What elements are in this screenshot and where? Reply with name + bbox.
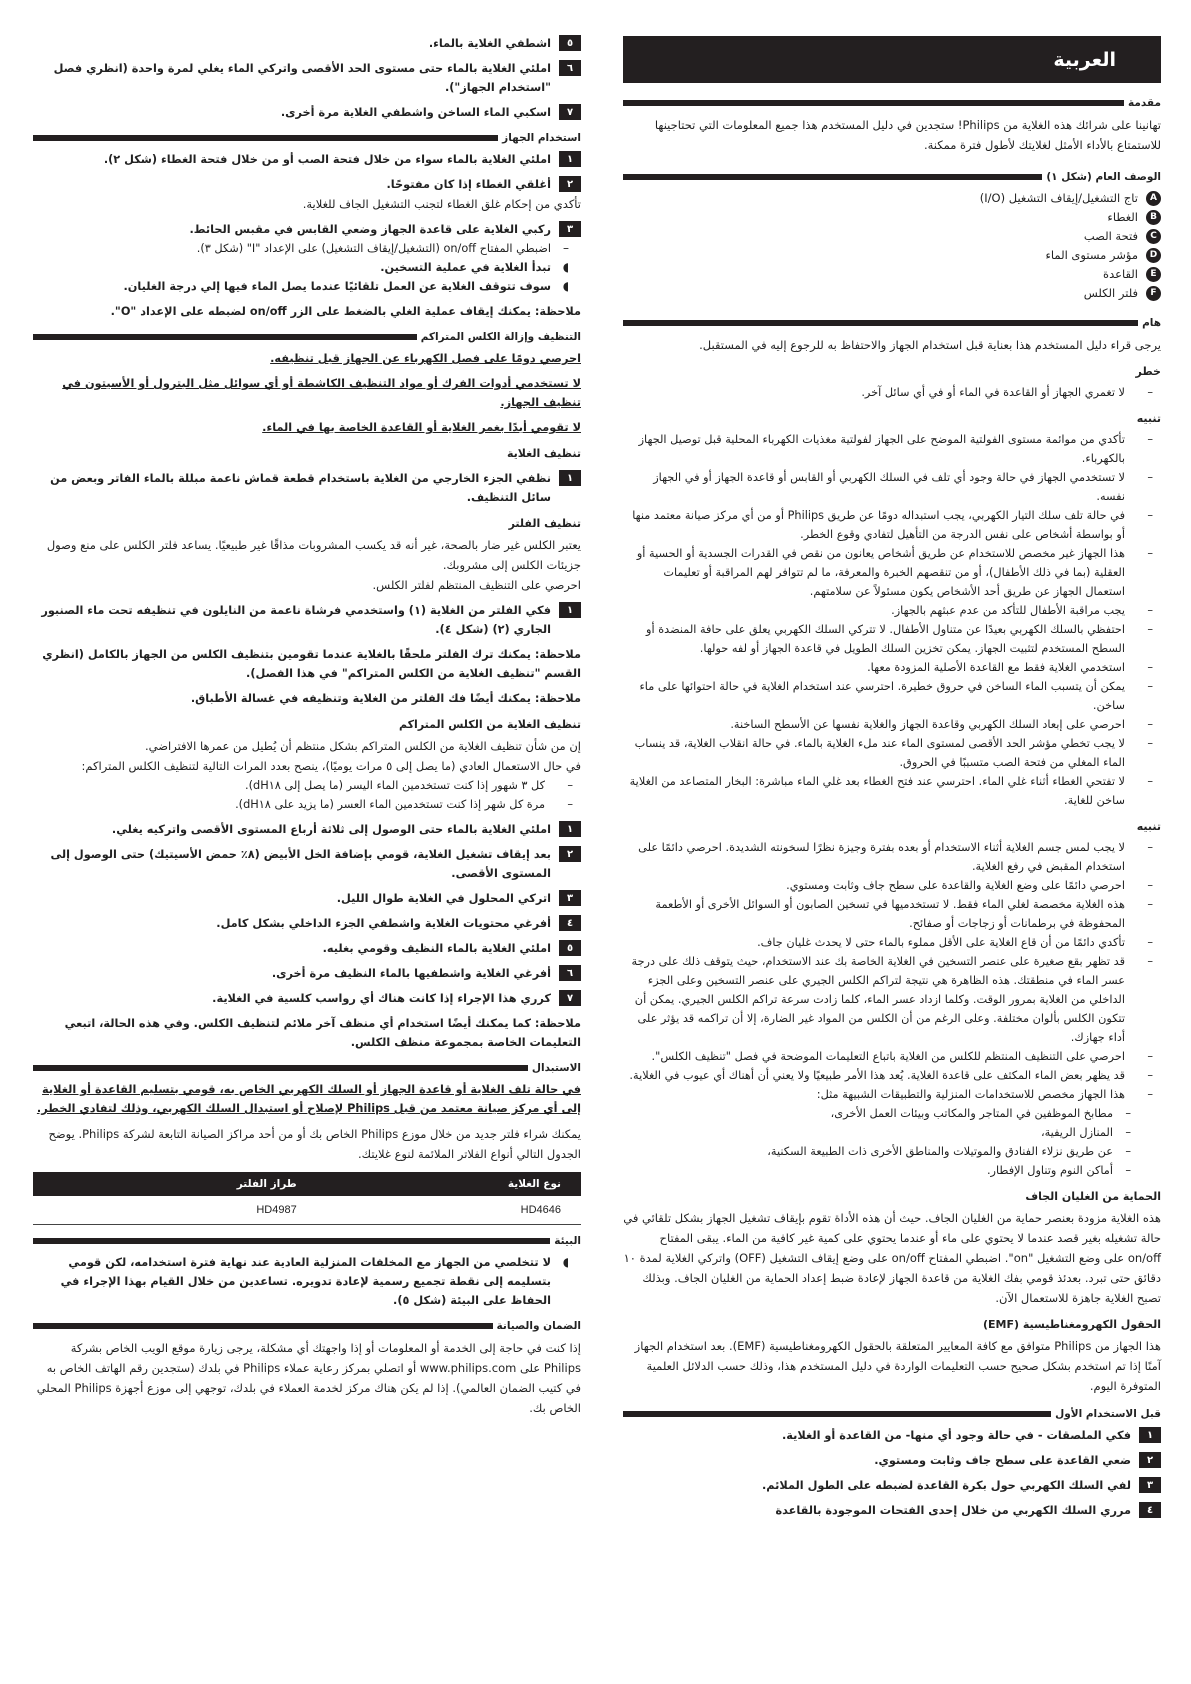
danger-item: – لا تغمري الجهاز أو القاعدة في الماء أو في أي سائل آخر.: [623, 383, 1161, 402]
first-use-step: ٥ اشطفي الغلاية بالماء.: [33, 34, 581, 53]
warning-item: – يمكن أن يتسبب الماء الساخن في حروق خطيرة. احترسي عند استخدام الغلاية في حالة احتوائها على ماء ساخن.: [623, 677, 1161, 715]
language-title: العربية: [1053, 48, 1116, 71]
intro-text: تهانينا على شرائك هذه الغلاية من Philips! ستجدين في دليل المستخدم هذا جميع المعلومات التي تحتاجينها للاستمتاع بالأداء الأمثل لغلايتك لأطول فترة ممكنة.: [654, 118, 1161, 152]
right-column: [623, 36, 1161, 1526]
descale-step: ١ املئي الغلاية بالماء حتى الوصول إلى ثلاثة أرباع المستوى الأقصى واتركيه يغلي.: [33, 820, 581, 839]
danger-title: خطر: [1135, 365, 1161, 378]
replacement-text: يمكنك شراء فلتر جديد من خلال موزع Philips الخاص بك أو من أحد مراكز الصيانة التابعة لشركة Philips. يوضح الجدول التالي أنواع الفلاتر الملائمة لنوع غلايتك.: [48, 1127, 581, 1161]
result-icon: ◖: [562, 279, 570, 293]
use-step3-item: – اضبطي المفتاح on/off (التشغيل/إيقاف التشغيل) على الإعداد "I" (شكل ٣).: [196, 241, 569, 255]
overview-item: E القاعدة: [623, 265, 1161, 284]
first-use-heading: قبل الاستخدام الأول: [623, 1408, 1161, 1420]
important-intro: يرجى قراء دليل المستخدم هذا بعناية قبل استخدام الجهاز والاحتفاظ به للرجوع إليه في المستقبل.: [699, 338, 1161, 352]
replacement-heading: الاستبدال: [33, 1062, 581, 1074]
caution-item: – هذا الجهاز مخصص للاستخدامات المنزلية والتطبيقات الشبيهة مثل:: [623, 1085, 1161, 1104]
table-header: طراز الفلتر: [33, 1172, 317, 1196]
overview-item: C فتحة الصب: [623, 227, 1161, 246]
cleaning-note: ملاحظة: يمكنك أيضًا فك الفلتر من الغلاية وتنظيفه في غسالة الأطباق.: [190, 692, 581, 705]
descale-step: ٤ أفرغي محتويات الغلاية واشطفي الجزء الداخلي بشكل كامل.: [33, 914, 581, 933]
filter-type-cell: HD4987: [33, 1196, 317, 1225]
cleaning-note: ملاحظة: يمكنك ترك الفلتر ملحقًا بالغلاية عندما تقومين بتنظيف الكلس من الجهاز بالكامل (انظري القسم "تنظيف الغلاية من الكلس المتراكم" في هذا الفصل).: [42, 648, 581, 680]
use-step3-item: ◖ سوف تتوقف الغلاية عن العمل تلقائيًا عندما يصل الماء فيها إلي درجة الغليان.: [33, 277, 581, 296]
cleaning-warning: لا تقومي أبدًا بغمر الغلاية أو القاعدة الخاصة بها في الماء.: [262, 421, 581, 434]
table-header: نوع الغلاية: [317, 1172, 581, 1196]
descale-title: تنظيف الغلاية من الكلس المتراكم: [399, 718, 581, 731]
letter-b-icon: B: [1146, 210, 1161, 225]
caution-item: – هذه الغلاية مخصصة لغلي الماء فقط. لا تستخدميها في تسخين الصابون أو السوائل الأخرى أو الأطعمة المحفوظة في برطمانات أو زجاجات أو صفائح.: [623, 895, 1161, 933]
descale-step: ٧ كرري هذا الإجراء إذا كانت هناك أي رواسب كلسية في الغلاية.: [33, 989, 581, 1008]
descale-list: [33, 776, 581, 814]
filter-cleaning-title: تنظيف الفلتر: [508, 517, 581, 530]
warning-item: – لا تستخدمي الجهاز في حالة وجود أي تلف في السلك الكهربي أو القابس أو قاعدة الجهاز أو في الجهاز نفسه.: [623, 468, 1161, 506]
warning-item: – يجب مراقبة الأطفال للتأكد من عدم عبثهم بالجهاز.: [623, 601, 1161, 620]
use-heading: استخدام الجهاز: [33, 132, 581, 144]
first-use-step: ٧ اسكبي الماء الساخن واشطفي الغلاية مرة أخرى.: [33, 103, 581, 122]
table-row: [33, 1196, 581, 1225]
filter-text: يعتبر الكلس غير ضار بالصحة، غير أنه قد يكسب المشروبات مذاقًا غير طبيعيًا. يساعد فلتر الكلس على منع وصول جزيئات الكلس إلى مشروبك.: [46, 538, 581, 572]
guarantee-heading: الضمان والصيانة: [33, 1320, 581, 1332]
cleaning-step: ١ نظفي الجزء الخارجي من الغلاية باستخدام قطعة قماش ناعمة مبللة بالماء الفاتر وبعض من سائل التنظيف.: [33, 469, 581, 507]
caution-item: – تأكدي دائمًا من أن قاع الغلاية على الأقل مملوء بالماء حتى لا يحدث غليان جاف.: [623, 933, 1161, 952]
language-bar: [623, 36, 1161, 83]
kettle-type-cell: HD4646: [317, 1196, 581, 1225]
environment-list: [33, 1253, 581, 1310]
cleaning-warning: احرصي دومًا على فصل الكهرباء عن الجهاز قبل تنظيفه.: [270, 352, 581, 365]
caution-item: – قد تظهر بقع صغيرة على عنصر التسخين في الغلاية الخاصة بك عند الاستخدام، حيث يتوقف ذلك على درجة عسر الماء في منطقتك. هذه الظاهرة هي نتيجة لتراكم الكلس الجيري على عنصر التسخين وعلى الجزء الداخلي من الغلاية بمرور الوقت. وكلما ازداد عسر الماء، كلما زادت سرعة تراكم الكلس الجيري. يمكن أن تتكون الكلس بألوان مختلفة. وعلى الرغم من أن الكلس من المواد غير الضارة، إلا أن تراكمه قد يؤثر على أداء جهازك.: [623, 952, 1161, 1047]
descale-step: ٦ أفرغي الغلاية واشطفيها بالماء النظيف مرة أخرى.: [33, 964, 581, 983]
overview-heading: الوصف العام (شكل ١): [623, 171, 1161, 183]
warning-list: [623, 430, 1161, 810]
bullet-icon: ◖: [562, 1255, 570, 1269]
intro-heading: مقدمة: [623, 97, 1161, 109]
caution-item: – احرصي على التنظيف المنتظم للكلس من الغلاية باتباع التعليمات الموضحة في فصل "تنظيف الكلس".: [623, 1047, 1161, 1066]
cleaning-note: ملاحظة: كما يمكنك أيضًا استخدام أي منظف آخر ملائم لتنظيف الكلس. وفي هذه الحالة، اتبعي التعليمات الخاصة بمجموعة منظف الكلس.: [64, 1017, 581, 1049]
descale-step: ٣ اتركي المحلول في الغلاية طوال الليل.: [33, 889, 581, 908]
guarantee-text: إذا كنت في حاجة إلى الخدمة أو المعلومات أو إذا واجهتك أي مشكلة، يرجى زيارة موقع الويب الخاص بشركة Philips على www.philips.com أو اتصلي بمركز رعاية عملاء Philips في بلدك (ستجدين رقم الهاتف الخاص به في كتيب الضمان العالمي). إذا لم يكن هناك مركز لخدمة العملاء في بلدك، توجهي إلى موزع أجهزة Philips المحلي الخاص بك.: [36, 1341, 581, 1415]
letter-a-icon: A: [1146, 191, 1161, 206]
warning-item: – تأكدي من موائمة مستوى الفولتية الموضح على الجهاز لفولتية مغذيات الكهرباء المحلية قبل توصيل الجهاز بالكهرباء.: [623, 430, 1161, 468]
dry-boil-text: هذه الغلاية مزودة بعنصر حماية من الغليان الجاف. حيث أن هذه الأداة تقوم بإيقاف تشغيل الجهاز بشكل تلقائي في حالة تشغيله بغير قصد عندما لا يحتوي على ماء أو عندما يحتوي على كمية غير كافية من الماء. يبقى المفتاح on/off على وضع التشغيل "on". اضبطي المفتاح on/off على وضع إيقاف التشغيل (OFF) واتركي الغلاية لمدة ١٠ دقائق حتى تبرد. بعدئذ قومي بفك الغلاية من قاعدة الجهاز لإعادة ضبط إعداد الحماية من الغليان الجاف. وبذلك تصبح الغلاية جاهزة للاستعمال الآن.: [623, 1211, 1161, 1305]
overview-item: B الغطاء: [623, 208, 1161, 227]
overview-item: F فلتر الكلس: [623, 284, 1161, 303]
caution-item: – قد يظهر بعض الماء المكثف على قاعدة الغلاية. يُعد هذا الأمر طبيعيًا ولا يعني أن أهناك أي عيوب في الغلاية.: [623, 1066, 1161, 1085]
caution-title: تنبيه: [1136, 820, 1161, 833]
cleaning-warning: لا تستخدمي أدوات الفرك أو مواد التنظيف الكاشطة أو أي سوائل مثل البترول أو الأسيتون في تنظيف الجهاز.: [62, 377, 581, 409]
letter-c-icon: C: [1146, 229, 1161, 244]
use-step: ٢ أغلقي الغطاء إذا كان مفتوحًا.: [33, 175, 581, 194]
descale-item: – كل ٣ شهور إذا كنت تستخدمين الماء اليسر (ما يصل إلى dH١٨).: [33, 776, 581, 795]
kettle-cleaning-title: تنظيف الغلاية: [506, 447, 581, 460]
first-use-step: ٢ ضعي القاعدة على سطح جاف وثابت ومستوي.: [623, 1451, 1161, 1470]
filter-table: [33, 1172, 581, 1225]
environment-heading: البيئة: [33, 1235, 581, 1247]
warning-title: تنبيه: [1136, 412, 1161, 425]
emf-text: هذا الجهاز من Philips متوافق مع كافة المعايير المتعلقة بالحقول الكهرومغناطيسية (EMF). بعد استخدام الجهاز آمنًا إذا تم استخدم بشكل صحيح حسب التعليمات الواردة في دليل المستخدم هذا، وذلك حسب الدلائل العلمية المتوفرة اليوم.: [634, 1339, 1161, 1393]
warning-item: – استخدمي الغلاية فقط مع القاعدة الأصلية المزودة معها.: [623, 658, 1161, 677]
descale-text: في حال الاستعمال العادي (ما يصل إلى ٥ مرات يوميًا)، ينصح بعدد المرات التالية لتنظيف الكلس المتراكم:: [81, 759, 581, 773]
overview-item: A تاج التشغيل/إيقاف التشغيل (I/O): [623, 189, 1161, 208]
warning-item: – احرصي على إبعاد السلك الكهربي وقاعدة الجهاز والغلاية نفسها عن الأسطح الساخنة.: [623, 715, 1161, 734]
important-heading: هام: [623, 317, 1161, 329]
use-step3-item: ◖ تبدأ الغلاية في عملية التسخين.: [33, 258, 581, 277]
warning-item: – احتفظي بالسلك الكهربي بعيدًا عن متناول الأطفال. لا تتركي السلك الكهربي يعلق على حافة المنضدة أو السطح المستخدم لتثبيت الجهاز. يمكن تخزين السلك الطويل في قاعدة الجهاز أو لفه حولها.: [623, 620, 1161, 658]
use-step2-note: تأكدي من إحكام غلق الغطاء لتجنب التشغيل الجاف للغلاية.: [302, 197, 581, 211]
uses-list: [623, 1104, 1161, 1180]
descale-text: إن من شأن تنظيف الغلاية من الكلس المتراكم بشكل منتظم أن يُطيل من عمرها الافتراضي.: [145, 739, 581, 753]
cleaning-heading: التنظيف وإزالة الكلس المتراكم: [33, 331, 581, 343]
emf-title: الحقول الكهرومغناطيسية (EMF): [983, 1318, 1161, 1331]
letter-d-icon: D: [1146, 248, 1161, 263]
use-item: – أماكن النوم وتناول الإفطار.: [623, 1161, 1161, 1180]
first-use-step: ٦ املئي الغلاية بالماء حتى مستوى الحد الأقصى واتركي الماء يغلي لمرة واحدة (انظري فصل "استخدام الجهاز").: [33, 59, 581, 97]
caution-item: – احرصي دائمًا على وضع الغلاية والقاعدة على سطح جاف وثابت ومستوي.: [623, 876, 1161, 895]
warning-item: – لا تفتحي الغطاء أثناء غلي الماء. احترسي عند فتح الغطاء بعد غلي الماء مباشرة: البخار المتصاعد من الغلاية ساخن للغاية.: [623, 772, 1161, 810]
replacement-warning: في حالة تلف الغلاية أو قاعدة الجهاز أو السلك الكهربي الخاص به، قومي بتسليم القاعدة أو الغلاية إلى أي مركز صيانة معتمد من قبل Philips لإصلاح أو استبدال السلك الكهربي، وذلك لتفادي الخطر.: [36, 1083, 581, 1115]
overview-item: D مؤشر مستوى الماء: [623, 246, 1161, 265]
letter-f-icon: F: [1146, 286, 1161, 301]
result-icon: ◖: [562, 260, 570, 274]
warning-item: – في حالة تلف سلك التيار الكهربي، يجب استبداله دومًا عن طريق Philips أو من أي مركز صيانة معتمد منها أو بواسطة أشخاص على نفس الدرجة من التأهيل لتفادي وقوع الخطر.: [623, 506, 1161, 544]
use-note: ملاحظة: يمكنك إيقاف عملية الغلي بالضغط على الزر on/off لضبطه على الإعداد "O".: [110, 305, 581, 318]
filter-text: احرصي على التنظيف المنتظم لفلتر الكلس.: [372, 578, 581, 592]
first-use-step: ١ فكي الملصقات - في حالة وجود أي منها- من القاعدة أو الغلاية.: [623, 1426, 1161, 1445]
warning-item: – لا يجب تخطي مؤشر الحد الأقصى لمستوى الماء عند ملء الغلاية بالماء. في حالة انقلاب الغلاية، قد ينساب الماء المغلي من فتحة الصب متسببًا في الحروق.: [623, 734, 1161, 772]
use-step: ٣ ركبي الغلاية على قاعدة الجهاز وضعي القابس في مقبس الحائط.: [33, 220, 581, 239]
letter-e-icon: E: [1146, 267, 1161, 282]
first-use-step: ٣ لفي السلك الكهربي حول بكرة القاعدة لضبطه على الطول الملائم.: [623, 1476, 1161, 1495]
caution-list: [623, 838, 1161, 1104]
use-item: – مطابخ الموظفين في المتاجر والمكاتب وبيئات العمل الأخرى،: [623, 1104, 1161, 1123]
descale-step: ٢ بعد إيقاف تشغيل الغلاية، قومي بإضافة الخل الأبيض (٨٪ حمض الأسيتيك) حتى الوصول إلى المستوى الأقصى.: [33, 845, 581, 883]
environment-item: ◖ لا تتخلصي من الجهاز مع المخلفات المنزلية العادية عند نهاية فترة استخدامه، لكن قومي بتسليمه إلى نقطة تجميع رسمية لإعادة تدويره. تساعدين من خلال القيام بهذا الإجراء في الحفاظ على البيئة (شكل ٥).: [33, 1253, 581, 1310]
overview-list: [623, 189, 1161, 303]
first-use-step: ٤ مرري السلك الكهربي من خلال إحدى الفتحات الموجودة بالقاعدة: [623, 1501, 1161, 1520]
cleaning-step: ١ فكي الفلتر من الغلاية (١) واستخدمي فرشاة ناعمة من النايلون في تنظيفه تحت ماء الصنبور الجاري (٢) (شكل ٤).: [33, 601, 581, 639]
warning-item: – هذا الجهاز غير مخصص للاستخدام عن طريق أشخاص يعانون من نقص في القدرات الجسدية أو الحسية أو العقلية (بما في ذلك الأطفال)، أو من تنقصهم الخبرة والمعرفة، ما لم تتوافر لهم المراقبة أو تعليمات استعمال الجهاز عن طريق أحد الأشخاص يكون مسئولاً عن سلامتهم.: [623, 544, 1161, 601]
descale-item: – مرة كل شهر إذا كنت تستخدمين الماء العسر (ما يزيد على dH١٨).: [33, 795, 581, 814]
danger-list: [623, 383, 1161, 402]
dry-boil-title: الحماية من الغليان الجاف: [1025, 1190, 1161, 1203]
use-step: ١ املئي الغلاية بالماء سواء من خلال فتحة الصب أو من خلال فتحة الغطاء (شكل ٢).: [33, 150, 581, 169]
use-item: – المنازل الريفية،: [623, 1123, 1161, 1142]
use-step3-list: [33, 239, 581, 296]
descale-step: ٥ املئي الغلاية بالماء النظيف وقومي بغليه.: [33, 939, 581, 958]
caution-item: – لا يجب لمس جسم الغلاية أثناء الاستخدام أو بعده بفترة وجيزة نظرًا لسخونته الشديدة. احرصي دائمًا على استخدام المقبض في رفع الغلاية.: [623, 838, 1161, 876]
use-item: – عن طريق نزلاء الفنادق والموتيلات والمناطق الأخرى ذات الطبيعة السكنية،: [623, 1142, 1161, 1161]
left-column: [33, 34, 581, 1418]
